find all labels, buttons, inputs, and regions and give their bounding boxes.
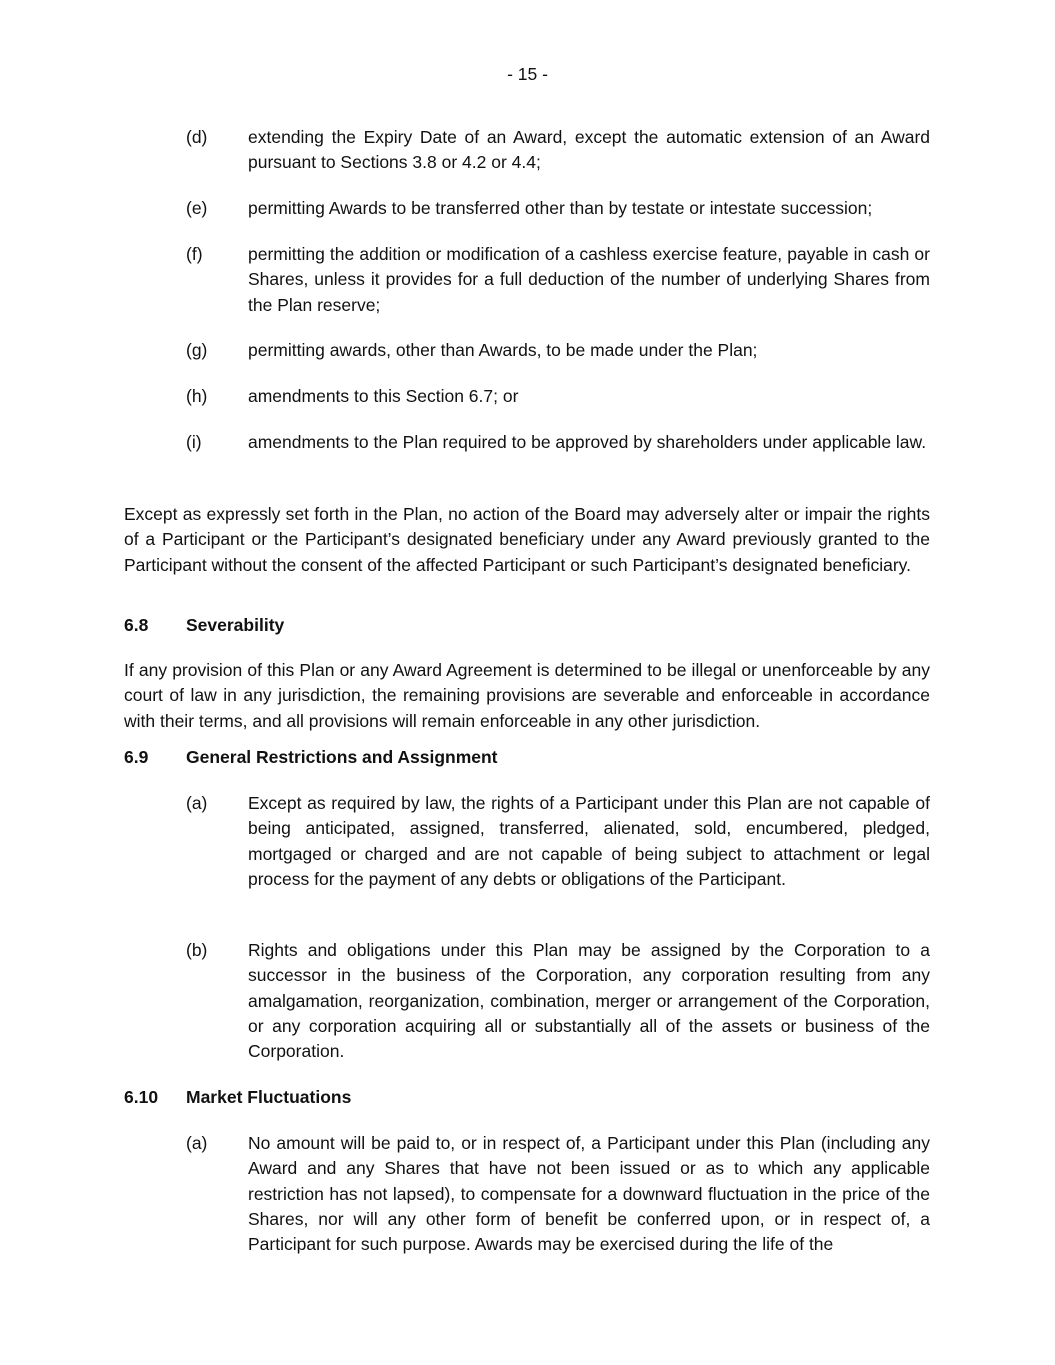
list-item-label: (b) [186, 940, 208, 960]
list-item-6-9-a [186, 791, 930, 892]
section-title: Market Fluctuations [186, 1087, 352, 1107]
list-item-label: (f) [186, 244, 203, 264]
list-item-text: permitting Awards to be transferred other than by testate or intestate succession; [248, 198, 873, 218]
list-item-text: No amount will be paid to, or in respect of, a Participant under this Plan (including any Award and any Shares that have not been issued or as to which any applicable restriction has not lapsed), to compensate for a downward fluctuation in the price of the Shares, nor will any other form of benefit be conferred upon, or in respect of, a Participant for such purpose. Awards may be exercised during the life of the [248, 1133, 930, 1255]
list-item-label: (e) [186, 198, 208, 218]
list-item-i [186, 430, 930, 455]
list-item-g [186, 338, 930, 363]
list-item-f [186, 242, 930, 318]
list-item-text: Rights and obligations under this Plan may be assigned by the Corporation to a successor in the business of the Corporation, any corporation resulting from any amalgamation, reorganization, combination, merger or arrangement of the Corporation, or any corporation acquiring all or substantially all of the assets or business of the Corporation. [248, 940, 930, 1062]
list-item-label: (i) [186, 432, 202, 452]
list-item-6-10-a [186, 1131, 930, 1257]
list-item-text: extending the Expiry Date of an Award, except the automatic extension of an Award pursuant to Sections 3.8 or 4.2 or 4.4; [248, 127, 930, 173]
severability-paragraph: If any provision of this Plan or any Award Agreement is determined to be illegal or unenforceable by any court of law in any jurisdiction, the remaining provisions are severable and enforceable in accordance with their terms, and all provisions will remain enforceable in any other jurisdiction. [124, 660, 930, 731]
list-item-6-9-b [186, 938, 930, 1064]
section-title: Severability [186, 615, 285, 635]
section-number: 6.10 [124, 1087, 159, 1107]
list-item-text: amendments to this Section 6.7; or [248, 386, 519, 406]
section-number: 6.9 [124, 747, 149, 767]
list-item-text: permitting awards, other than Awards, to be made under the Plan; [248, 340, 758, 360]
closing-paragraph: Except as expressly set forth in the Plan, no action of the Board may adversely alter or impair the rights of a Participant or the Participant’s designated beneficiary under any Award previously granted to the Participant without the consent of the affected Participant or such Participant’s designated beneficiary. [124, 504, 930, 575]
list-item-label: (a) [186, 1133, 208, 1153]
list-item-text: Except as required by law, the rights of a Participant under this Plan are not capable of being anticipated, assigned, transferred, alienated, sold, encumbered, pledged, mortgaged or charged and are not capable of being subject to attachment or legal process for the payment of any debts or obligations of the Participant. [248, 793, 930, 889]
page-number: - 15 - [507, 64, 548, 84]
list-item-d [186, 125, 930, 176]
list-item-label: (a) [186, 793, 208, 813]
list-item-label: (h) [186, 386, 208, 406]
section-title: General Restrictions and Assignment [186, 747, 498, 767]
section-heading-6-10 [124, 1085, 930, 1110]
list-item-h [186, 384, 930, 409]
list-item-label: (g) [186, 340, 208, 360]
section-heading-6-8 [124, 613, 930, 638]
list-item-e [186, 196, 930, 221]
section-heading-6-9 [124, 745, 930, 770]
list-item-text: amendments to the Plan required to be approved by shareholders under applicable law. [248, 432, 927, 452]
list-item-label: (d) [186, 127, 208, 147]
section-number: 6.8 [124, 615, 149, 635]
list-item-text: permitting the addition or modification of a cashless exercise feature, payable in cash or Shares, unless it provides for a full deduction of the number of underlying Shares from the Plan reserve; [248, 244, 930, 315]
